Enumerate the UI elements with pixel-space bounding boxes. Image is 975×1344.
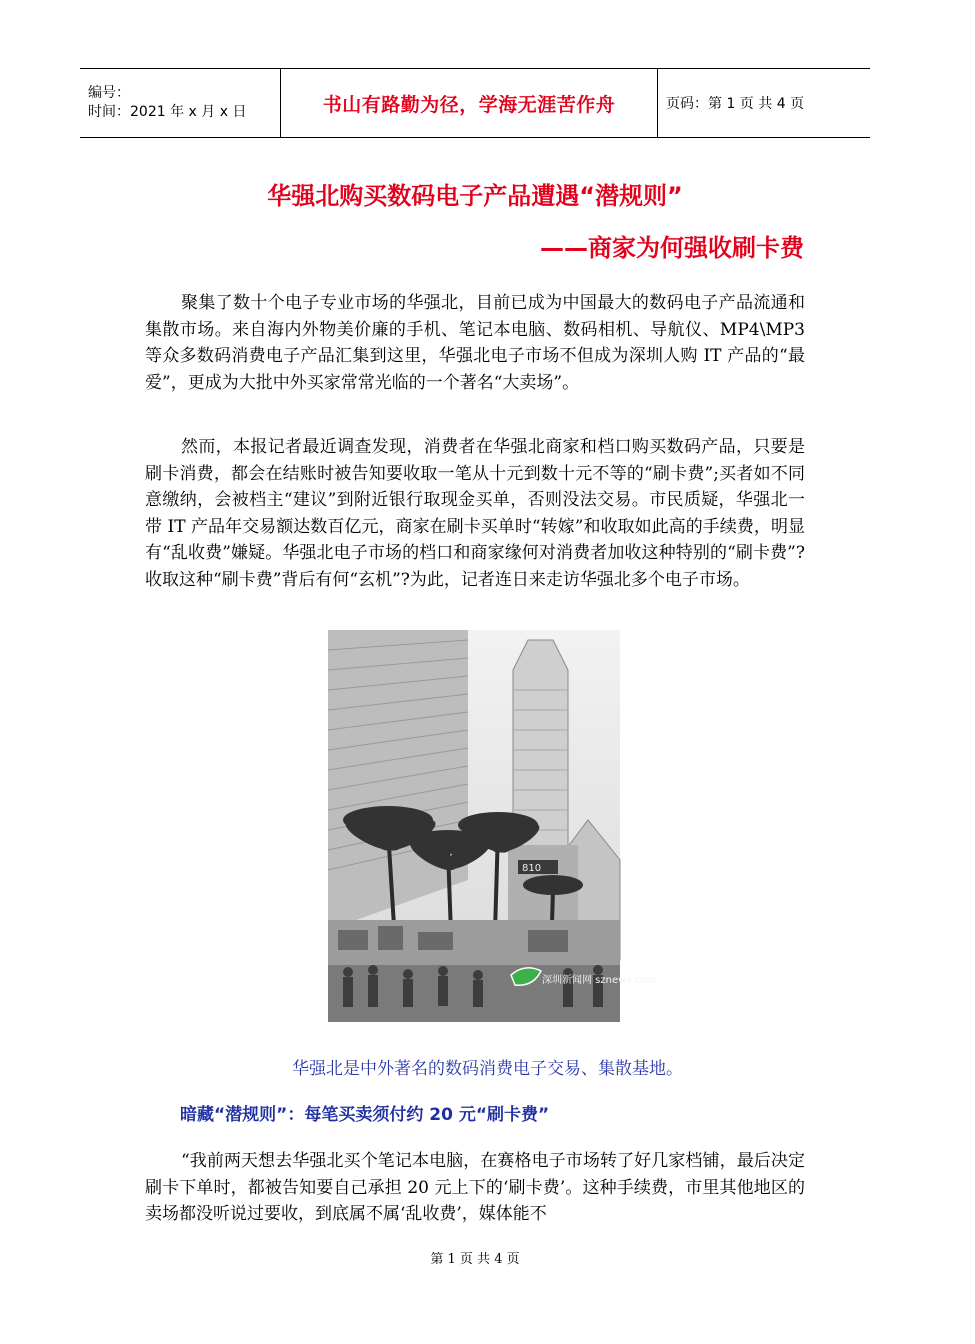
header-motto-cell: [280, 69, 658, 137]
header-page-cell: [658, 69, 870, 137]
motto: 书山有路勤为径，学海无涯苦作舟: [322, 93, 616, 116]
article-title: 华强北购买数码电子产品遭遇“潜规则”: [267, 182, 683, 210]
page-footer: 第 1 页 共 4 页: [430, 1252, 520, 1267]
section-heading: 暗藏“潜规则”：每笔买卖须付约 20 元“刷卡费”: [180, 1105, 550, 1125]
header-table: [80, 68, 870, 138]
time-label: 时间：2021 年 x 月 x 日: [88, 104, 247, 120]
paragraph: “我前两天想去华强北买个笔记本电脑，在赛格电子市场转了好几家档铺，最后决定刷卡下单时，都被告知要自己承担 20 元上下的‘刷卡费’。这种手续费，市里其他地区的卖场都没听说过要收，到底属不属‘乱收费’，媒体能不: [145, 1151, 805, 1224]
number-label: 编号：: [88, 85, 130, 101]
paragraph: 聚集了数十个电子专业市场的华强北，目前已成为中国最大的数码电子产品流通和集散市场。来自海内外物美价廉的手机、笔记本电脑、数码相机、导航仪、MP4\MP3 等众多数码消费电子产品汇集到这里，华强北电子市场不但成为深圳人购 IT 产品的“最爱”，更成为大批中外买家常常光临的一个著名“大卖场”。: [145, 293, 805, 393]
photo-caption: 华强北是中外著名的数码消费电子交易、集散基地。: [292, 1059, 683, 1079]
article-subtitle: ——商家为何强收刷卡费: [540, 234, 804, 262]
header-meta: [80, 69, 280, 137]
paragraph: 然而，本报记者最近调查发现，消费者在华强北商家和档口购买数码产品，只要是刷卡消费，都会在结账时被告知要收取一笔从十元到数十元不等的“刷卡费”;买者如不同意缴纳，会被档主“建议”到附近银行取现金买单，否则没法交易。市民质疑，华强北一带 IT 产品年交易额达数百亿元，商家在刷卡买单时“转嫁”和收取如此高的手续费，明显有“乱收费”嫌疑。华强北电子市场的档口和商家缘何对消费者加收这种特别的“刷卡费”?收取这种“刷卡费”背后有何“玄机”?为此，记者连日来走访华强北多个电子市场。: [145, 437, 805, 590]
page-info: 页码：第 1 页 共 4 页: [666, 96, 805, 112]
street-photo: [328, 630, 657, 1022]
photo-watermark: 深圳新闻网 sznews.com: [542, 975, 657, 986]
photo-sign-text: 810: [522, 863, 542, 874]
